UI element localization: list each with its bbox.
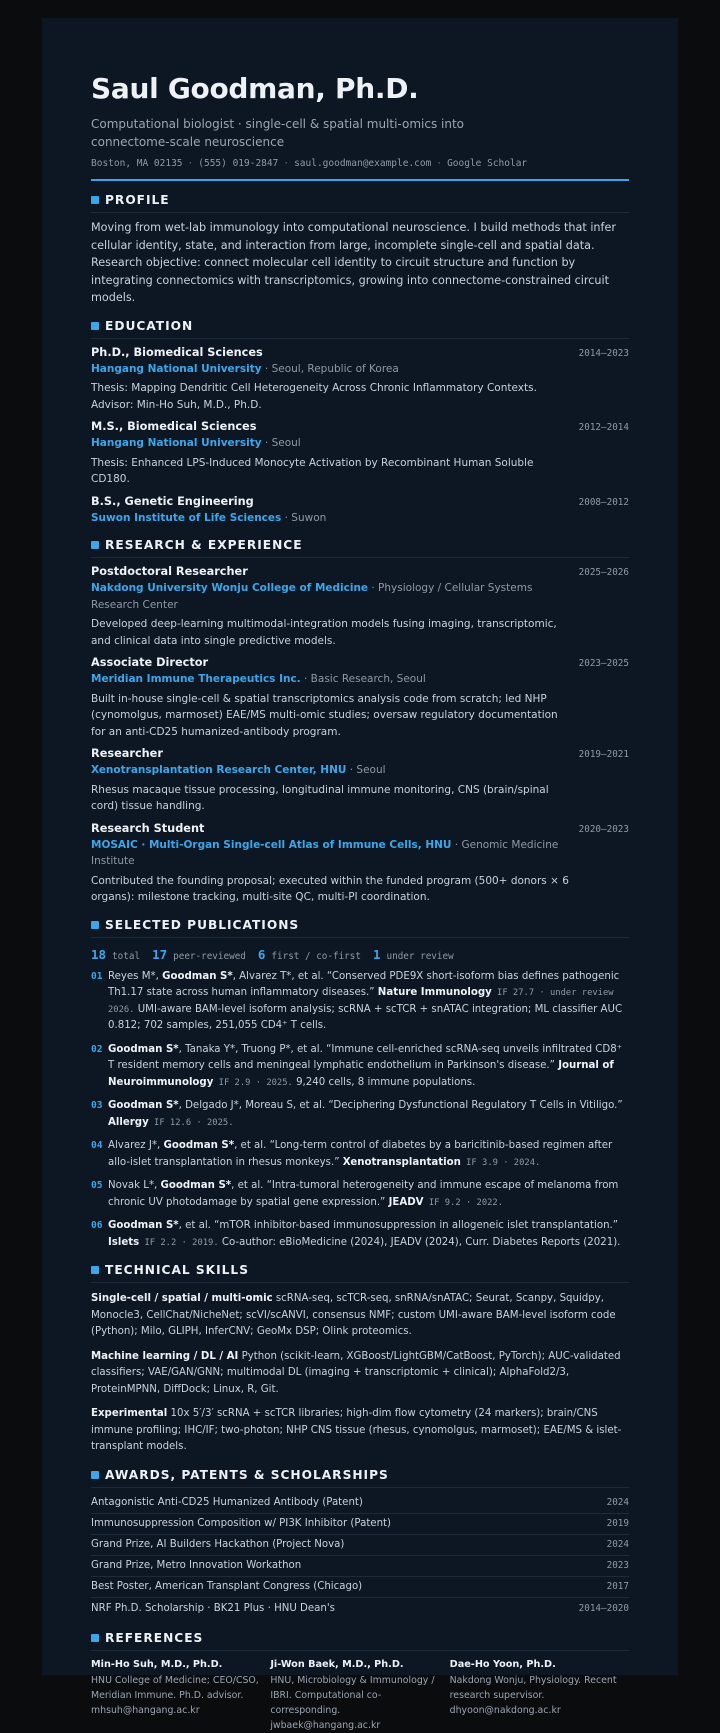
self-author: Goodman S* [108,1100,179,1111]
skill-label: Single-cell / spatial / multi-omic [91,1293,273,1304]
degree-title: B.S., Genetic Engineering [91,494,254,508]
institution-line [91,435,561,452]
publications-section-header [91,918,629,938]
award-row [91,1598,629,1619]
role-description: Rhesus macaque tissue processing, longitudinal immune monitoring, CNS (brain/spinal cord) tissue handling. [91,783,549,812]
awards-list [91,1493,629,1619]
contact-line: Boston, MA 02135 · (555) 019-2847 · saul.goodman@example.com · Google Scholar [91,158,528,169]
organization-location: · Genomic Medicine Institute [91,838,559,867]
education-entry [91,495,629,527]
entry-header [91,656,629,669]
journal-name: JEADV [388,1196,424,1208]
role-description: Developed deep-learning multimodal-integration models fusing imaging, transcriptomic, and clinical data into single predictive models. [91,618,557,647]
publication-stats [91,947,629,962]
section-marker-icon [91,196,99,204]
self-author: Goodman S* [160,1180,232,1191]
award-row [91,1514,629,1535]
contact-scholar-link[interactable]: Google Scholar [447,158,528,169]
skill-label: Experimental [91,1408,168,1419]
section-marker-icon [91,1471,99,1479]
institution-name: Suwon Institute of Life Sciences [91,511,282,524]
authors-before: Reyes M*, [108,970,163,982]
entry-dates: 2014–2023 [578,347,629,359]
stat-number: 18 [91,946,107,962]
publication-note: Co-author: eBioMedicine (2024), JEADV (2024), Curr. Diabetes Reports (2021). [218,1236,621,1248]
institution-location: · Seoul, Republic of Korea [261,362,399,375]
section-marker-icon [91,541,99,549]
education-entry [91,346,629,414]
references-list [91,1659,629,1733]
publication-number: 04 [91,1140,103,1151]
entry-dates: 2025–2026 [578,567,629,578]
reference-description: HNU, Microbiology & Immunology / IBRI. Computational co-corresponding. [270,1674,435,1716]
role-title: Postdoctoral Researcher [91,565,248,578]
organization-line [91,580,561,613]
tagline: Computational biologist · single-cell & spatial multi-omics into connectome-scale neuroscience [91,117,464,149]
publication-meta: IF 27.7 · under review 2026. [108,988,614,1015]
award-name: Antagonistic Anti-CD25 Humanized Antibody (Patent) [91,1497,363,1508]
institution-line [91,361,561,378]
section-title: SELECTED PUBLICATIONS [105,917,300,932]
entry-header [91,565,629,578]
entry-dates: 2019–2021 [578,749,629,760]
reference-details [91,1673,260,1718]
publication-meta: IF 12.6 · 2025. [148,1117,234,1128]
publication-text [108,1218,628,1251]
self-author: Goodman S* [108,1043,179,1055]
award-name: Best Poster, American Transplant Congress (Chicago) [91,1581,363,1592]
entry-header [91,346,629,359]
self-author: Goodman S* [163,1140,235,1151]
experience-entry [91,822,629,906]
skill-group [91,1349,629,1399]
reference-name: Dae-Ho Yoon, Ph.D. [449,1658,556,1670]
authors-title: , et al. “Intra-tumoral heterogeneity and immune escape of melanoma from chronic UV photodamage by spatial gene expression.” [108,1180,619,1208]
publication-text [108,1042,628,1092]
publication-item [91,1218,629,1251]
role-title: Researcher [91,747,163,760]
contact-address: Boston, MA 02135 [91,158,183,169]
reference-email[interactable]: jwbaek@hangang.ac.kr [270,1719,381,1731]
entry-header [91,822,629,835]
authors-title: , Alvarez T*, et al. “Conserved PDE9X short-isoform bias defines pathogenic Th1.17 state across human inflammatory diseases.” [108,970,620,998]
organization-name: Xenotransplantation Research Center, HNU [91,764,347,776]
journal-name: Islets [108,1236,140,1248]
publication-number: 01 [91,970,103,982]
reference-card [91,1659,270,1733]
reference-description: Nakdong Wonju, Physiology. Recent research supervisor. [449,1674,617,1701]
award-year: 2024 [606,1497,629,1508]
stat-label: peer-reviewed [173,950,246,962]
profile-section-header [91,193,629,213]
publication-meta: IF 9.2 · 2022. [423,1197,504,1208]
organization-location: · Basic Research, Seoul [300,673,426,685]
institution-name: Hangang National University [91,437,262,449]
journal-name: Nature Immunology [377,987,492,998]
authors-title: , et al. “mTOR inhibitor-based immunosuppression in allogeneic islet transplantation.” [178,1220,619,1231]
authors-title: , et al. “Long-term control of diabetes by a baricitinib-based regimen after allo-islet transplantation in rhesus monkeys.” [108,1140,613,1168]
role-description: Contributed the founding proposal; executed within the funded program (500+ donors × 6 organs): milestone tracking, multi-site QC, multi-PI coordination. [91,874,569,903]
stat-label: under review [386,950,454,962]
award-row [91,1556,629,1577]
award-name: NRF Ph.D. Scholarship · BK21 Plus · HNU Dean's [91,1602,335,1614]
reference-card [450,1659,629,1733]
stat-number: 1 [372,946,381,962]
institution-location: · Suwon [281,511,327,524]
name-heading: Saul Goodman, Ph.D. [91,72,419,105]
section-marker-icon [91,1266,99,1274]
education-list [91,346,629,527]
section-title: AWARDS, PATENTS & SCHOLARSHIPS [105,1467,389,1482]
organization-name: Meridian Immune Therapeutics Inc. [91,673,301,685]
experience-list [91,565,629,906]
contact-phone: (555) 019-2847 [198,158,279,169]
self-author: Goodman S* [108,1220,179,1231]
organization-line [91,837,561,870]
experience-entry [91,565,629,649]
publication-meta: IF 2.9 · 2025. [213,1077,293,1088]
authors-title: , Delgado J*, Moreau S, et al. “Deciphering Dysfunctional Regulatory T Cells in Vitiligo.” [178,1100,623,1111]
resume-page [42,18,678,1731]
organization-location: · Physiology / Cellular Systems Research Center [91,582,533,611]
publication-item [91,1178,629,1211]
organization-name: Nakdong University Wonju College of Medicine [91,582,369,594]
stat-number: 17 [152,946,168,962]
awards-section-header [91,1468,629,1488]
journal-name: Journal of Neuroimmunology [108,1060,614,1088]
award-name: Grand Prize, Metro Innovation Workathon [91,1560,302,1571]
publication-note: 9,240 cells, 8 immune populations. [292,1076,476,1088]
role-title: Associate Director [91,656,209,669]
publication-text [108,1178,628,1211]
entry-dates: 2020–2023 [578,823,629,835]
education-section-header [91,319,629,339]
profile-text: Moving from wet-lab immunology into computational neuroscience. I build methods that infer cellular identity, state, and interaction from large, incomplete single-cell and spatial data. Research objective: connect molecular cell identity to circuit structure and function by integrating connectomics with transcriptomics, growing into connectome-constrained circuit models. [91,221,616,304]
award-year: 2014–2020 [578,1602,629,1614]
experience-entry [91,656,629,740]
entry-dates: 2023–2025 [578,658,629,669]
award-year: 2024 [606,1539,629,1550]
award-year: 2019 [606,1518,629,1529]
award-year: 2017 [606,1581,629,1592]
publication-item [91,1042,629,1092]
skills-section-header [91,1263,629,1283]
entry-header [91,420,629,433]
degree-title: M.S., Biomedical Sciences [91,420,257,433]
section-marker-icon [91,322,99,330]
skill-text: 10x 5′/3′ scRNA + scTCR libraries; high-dim flow cytometry (24 markers); brain/CNS immune profiling; IHC/IF; two-photon; NHP CNS tissue (rhesus, cynomolgus, marmoset); EAE/MS & islet-transplant models. [91,1408,622,1452]
entry-header [91,495,629,508]
award-row [91,1493,629,1514]
reference-name: Min-Ho Suh, M.D., Ph.D. [91,1658,223,1670]
thesis-text: Thesis: Mapping Dendritic Cell Heterogeneity Across Chronic Inflammatory Contexts. Advisor: Min-Ho Suh, M.D., Ph.D. [91,382,537,411]
reference-card [270,1659,449,1733]
institution-location: · Seoul [261,437,301,449]
skill-text: scRNA-seq, scTCR-seq, snRNA/snATAC; Seurat, Scanpy, Squidpy, Monocle3, CellChat/NicheNet; scVI/scANVI, consensus NMF; custom UMI-aware BAM-level isoform code (Python); Milo, GLIPH, InferCNV; GeoMx DSP; Olink proteomics. [91,1293,616,1337]
organization-name: MOSAIC · Multi-Organ Single-cell Atlas of Immune Cells, HNU [91,838,452,851]
publication-number: 05 [91,1180,103,1191]
skill-label: Machine learning / DL / AI [91,1350,239,1362]
reference-email[interactable]: mhsuh@hangang.ac.kr [91,1704,200,1716]
publication-item [91,1138,629,1171]
publication-item [91,969,629,1035]
authors-before: Novak L*, [108,1180,161,1191]
resume-content [91,72,629,1733]
publication-item [91,1098,629,1131]
authors-before: Alvarez J*, [108,1140,164,1151]
section-title: PROFILE [105,193,170,207]
stat-number: 6 [257,946,266,962]
reference-details [450,1673,619,1718]
award-year: 2023 [606,1560,629,1571]
entry-header [91,747,629,760]
stat-label: first / co-first [271,950,361,962]
authors-title: , Tanaka Y*, Truong P*, et al. “Immune cell-enriched scRNA-seq unveils infiltrated CD8⁺ T resident memory cells and meningeal lymphatic endothelium in Parkinson's disease.” [108,1043,623,1071]
reference-email[interactable]: dhyoon@nakdong.ac.kr [449,1704,561,1716]
publication-number: 03 [91,1100,103,1111]
header-rule [91,179,629,181]
role-description: Built in-house single-cell & spatial transcriptomics analysis code from scratch; led NHP (cynomolgus, marmoset) EAE/MS multi-omic studies; oversaw regulatory documentation for an anti-CD25 humanized-antibody program. [91,692,558,738]
publication-list [91,969,629,1252]
award-row [91,1535,629,1556]
entry-dates: 2012–2014 [578,422,629,433]
section-marker-icon [91,1634,99,1642]
skill-text: Python (scikit-learn, XGBoost/LightGBM/CatBoost, PyTorch); AUC-validated classifiers; VAE/GAN/GNN; multimodal DL (imaging + transcriptomic + clinical); AlphaFold2/3, ProteinMPNN, DiffDock; Linux, R, Git. [91,1350,621,1395]
publication-meta: IF 3.9 · 2024. [460,1157,541,1168]
stat-label: total [112,950,141,962]
award-name: Grand Prize, AI Builders Hackathon (Project Nova) [91,1539,345,1550]
organization-line [91,762,561,779]
entry-dates: 2008–2012 [578,496,629,508]
publication-number: 02 [91,1043,103,1055]
reference-details [270,1673,439,1733]
publication-text [108,1138,628,1171]
section-title: EDUCATION [105,318,194,333]
self-author: Goodman S* [162,970,233,982]
skill-group [91,1291,629,1341]
experience-section-header [91,538,629,558]
institution-line [91,510,561,527]
contact-email[interactable]: saul.goodman@example.com [294,158,432,169]
publication-text [108,1098,628,1131]
organization-location: · Seoul [346,764,386,776]
institution-name: Hangang National University [91,362,262,375]
journal-name: Xenotransplantation [342,1156,461,1168]
skill-group [91,1406,629,1456]
publication-text [108,969,628,1035]
publication-number: 06 [91,1220,103,1231]
section-marker-icon [91,921,99,929]
publication-meta: IF 2.2 · 2019. [139,1237,219,1248]
section-title: REFERENCES [105,1630,204,1645]
degree-title: Ph.D., Biomedical Sciences [91,345,263,359]
publication-note: UMI-aware BAM-level isoform analysis; scRNA + scTCR + snATAC integration; ML classifier AUC 0.812; 702 samples, 251,055 CD4⁺ T cells. [108,1003,623,1031]
award-row [91,1577,629,1598]
section-title: RESEARCH & EXPERIENCE [105,538,303,552]
education-entry [91,420,629,488]
thesis-text: Thesis: Enhanced LPS-Induced Monocyte Activation by Recombinant Human Soluble CD180. [91,456,534,485]
skills-list [91,1291,629,1456]
experience-entry [91,747,629,815]
reference-name: Ji-Won Baek, M.D., Ph.D. [270,1658,404,1670]
organization-line [91,671,561,688]
role-title: Research Student [91,821,205,835]
reference-description: HNU College of Medicine; CEO/CSO, Meridian Immune. Ph.D. advisor. [91,1674,259,1701]
references-section-header [91,1631,629,1651]
section-title: TECHNICAL SKILLS [105,1263,249,1277]
journal-name: Allergy [108,1116,149,1128]
award-name: Immunosuppression Composition w/ PI3K Inhibitor (Patent) [91,1518,392,1529]
